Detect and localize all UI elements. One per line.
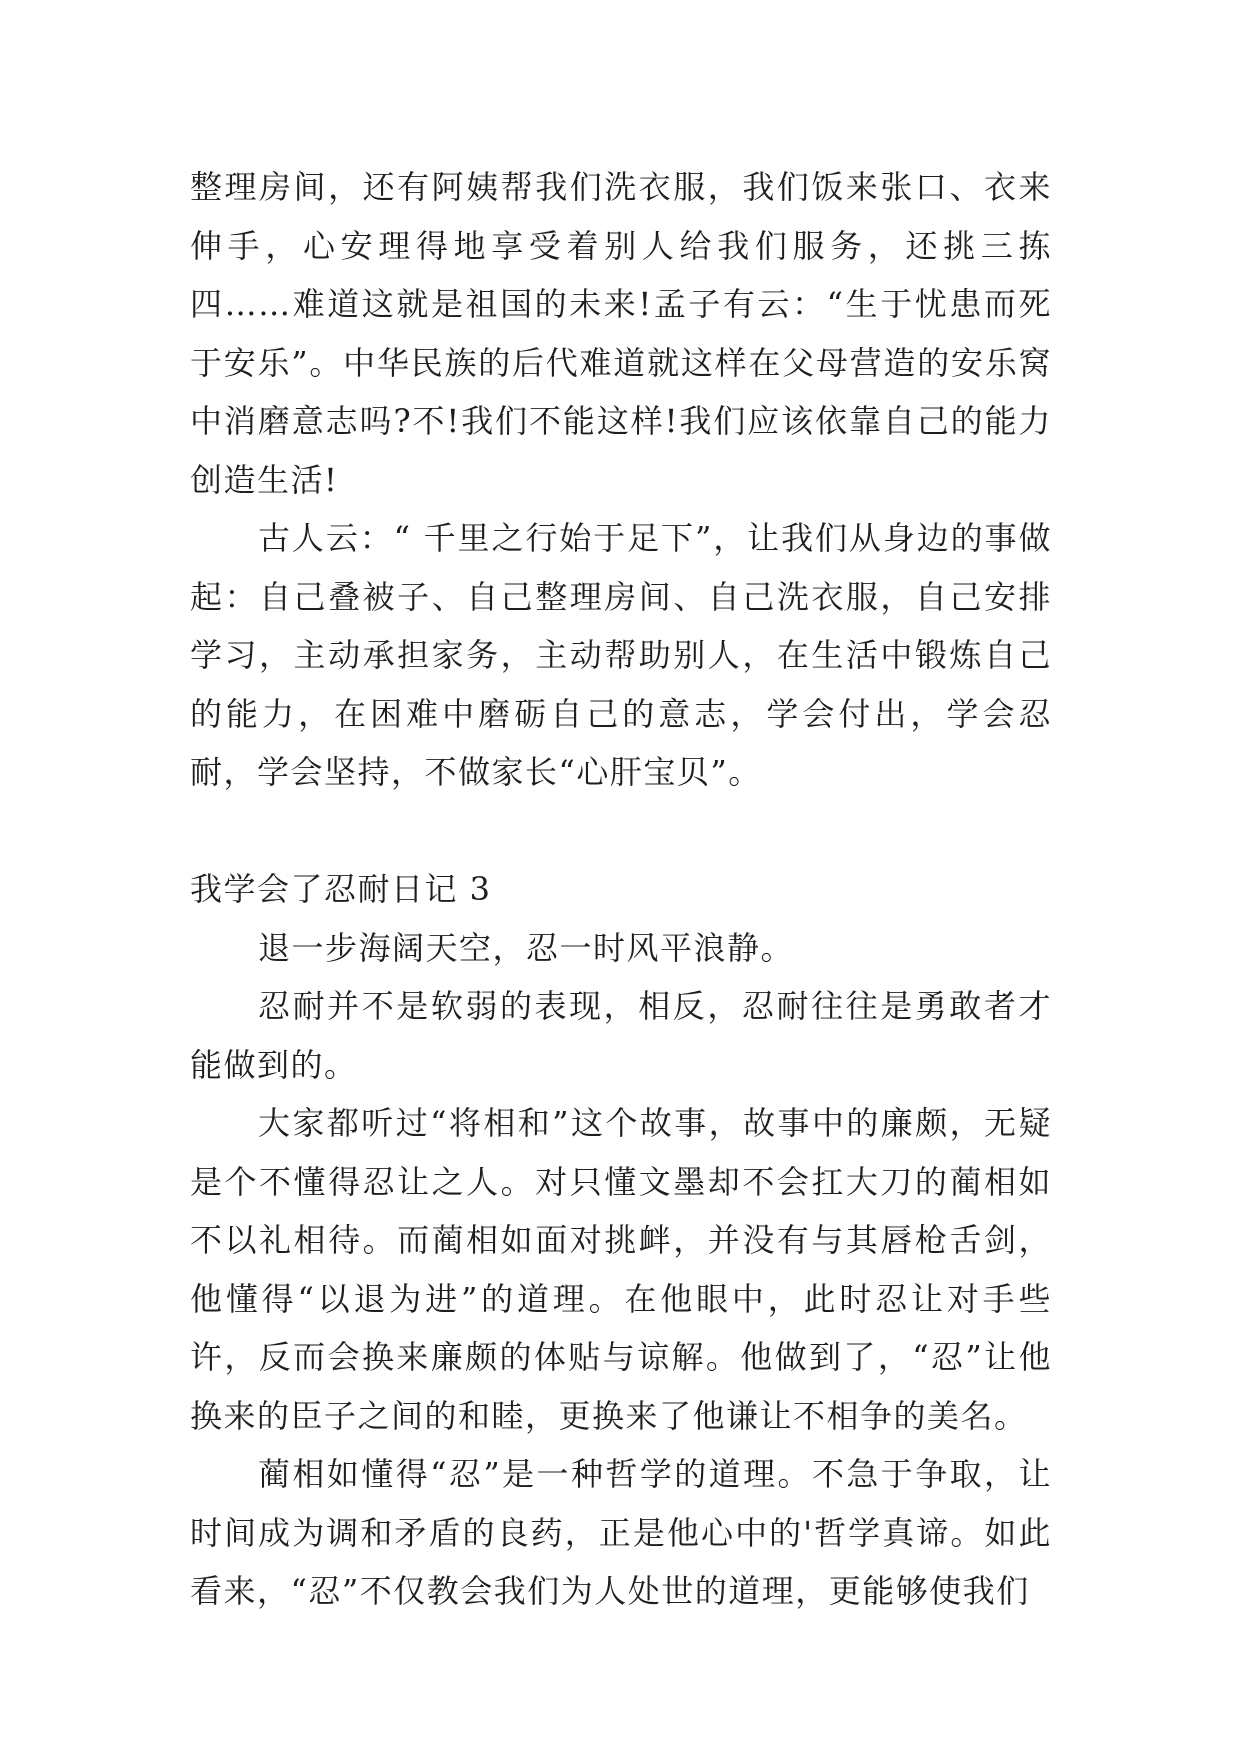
document-body xyxy=(190,158,1052,1621)
paragraph-5: 大家都听过“将相和”这个故事，故事中的廉颇，无疑是个不懂得忍让之人。对只懂文墨却不会扛大刀的蔺相如不以礼相待。而蔺相如面对挑衅，并没有与其唇枪舌剑，他懂得“以退为进”的道理。在他眼中，此时忍让对手些许，反而会换来廉颇的体贴与谅解。他做到了，“忍”让他换来的臣子之间的和睦，更换来了他谦让不相争的美名。 xyxy=(190,1104,1052,1435)
paragraph-1: 整理房间，还有阿姨帮我们洗衣服，我们饭来张口、衣来伸手，心安理得地享受着别人给我们服务，还挑三拣四……难道这就是祖国的未来!孟子有云：“生于忧患而死于安乐”。中华民族的后代难道就这样在父母营造的安乐窝中消磨意志吗?不!我们不能这样!我们应该依靠自己的能力创造生活! xyxy=(190,168,1052,499)
paragraph-2: 古人云：“ 千里之行始于足下”，让我们从身边的事做起：自己叠被子、自己整理房间、自己洗衣服，自己安排学习，主动承担家务，主动帮助别人，在生活中锻炼自己的能力，在困难中磨砺自己的意志，学会付出，学会忍耐，学会坚持，不做家长“心肝宝贝”。 xyxy=(190,519,1052,791)
paragraph-3: 退一步海阔天空，忍一时风平浪静。 xyxy=(258,928,795,967)
paragraph-4: 忍耐并不是软弱的表现，相反，忍耐往往是勇敢者才能做到的。 xyxy=(190,987,1052,1084)
section-title: 我学会了忍耐日记 3 xyxy=(190,870,492,908)
paragraph-6: 蔺相如懂得“忍”是一种哲学的道理。不急于争取，让时间成为调和矛盾的良药，正是他心中的'哲学真谛。如此看来，“忍”不仅教会我们为人处世的道理，更能够使我们 xyxy=(190,1455,1052,1610)
